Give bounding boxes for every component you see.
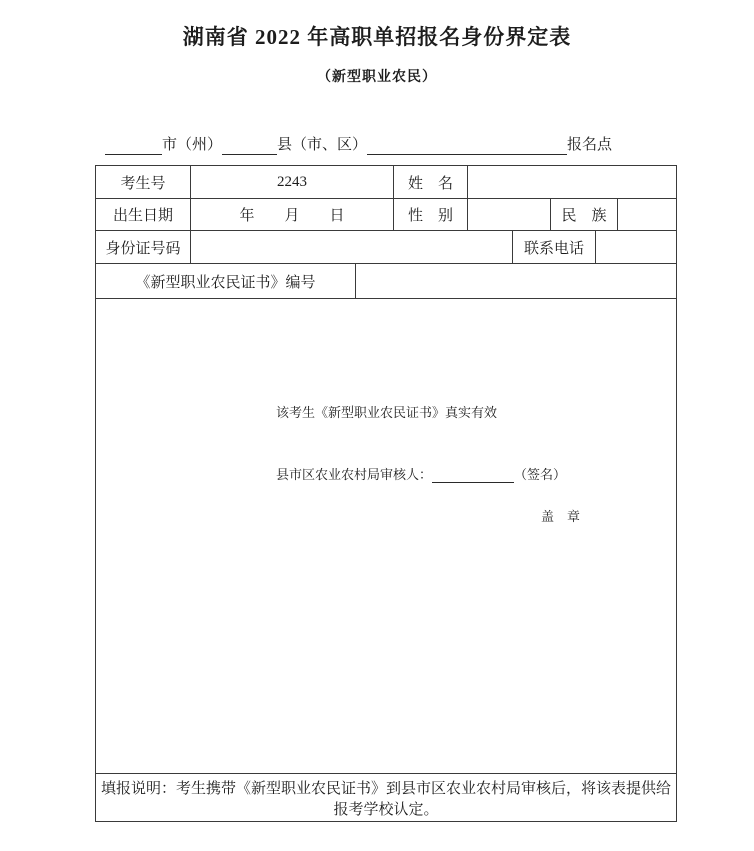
table-row (96, 166, 677, 199)
exam-no-label: 考生号 (96, 166, 191, 199)
ethnic-value-cell (618, 199, 677, 231)
exam-no-value: 2243 (191, 166, 394, 199)
site-label: 报名点 (567, 137, 613, 153)
table-row (96, 774, 677, 822)
page-title: 湖南省 2022 年高职单招报名身份界定表 (182, 25, 572, 49)
auditor-signature-blank (432, 467, 514, 483)
site-fill-blank (367, 137, 567, 155)
registration-table (95, 165, 677, 822)
note-text: 填报说明：考生携带《新型职业农民证书》到县市区农业农村局审核后，将该表提供给报考学校认定。 (96, 774, 677, 822)
city-label: 市（州） (162, 137, 223, 153)
county-label: 县（市、区） (277, 137, 368, 153)
birth-date-label: 出生日期 (96, 199, 191, 231)
id-number-label: 身份证号码 (96, 231, 191, 264)
table-row (96, 199, 677, 231)
page-subtitle: （新型职业农民） (317, 70, 437, 85)
auditor-line (276, 464, 566, 483)
cert-no-label: 《新型职业农民证书》编号 (96, 264, 356, 299)
ethnic-label: 民 族 (551, 199, 618, 231)
location-header-line (105, 136, 612, 155)
id-number-value-cell (191, 231, 513, 264)
table-row (96, 264, 677, 299)
cert-no-value-cell (356, 264, 677, 299)
auditor-label: 县市区农业农村局审核人： (276, 467, 433, 482)
county-fill-blank (222, 137, 277, 155)
phone-value-cell (596, 231, 677, 264)
city-fill-blank (105, 137, 162, 155)
phone-label: 联系电话 (513, 231, 596, 264)
name-value-cell (468, 166, 677, 199)
cert-valid-text: 该考生《新型职业农民证书》真实有效 (276, 405, 498, 420)
table-row (96, 231, 677, 264)
gender-value-cell (468, 199, 551, 231)
seal-label: 盖 章 (541, 509, 581, 524)
name-label: 姓 名 (394, 166, 468, 199)
birth-date-value: 年 月 日 (191, 199, 394, 231)
audit-section-cell (96, 299, 677, 774)
audit-section (96, 299, 676, 773)
gender-label: 性 别 (394, 199, 468, 231)
table-row (96, 299, 677, 774)
signature-label: （签名） (514, 467, 567, 482)
